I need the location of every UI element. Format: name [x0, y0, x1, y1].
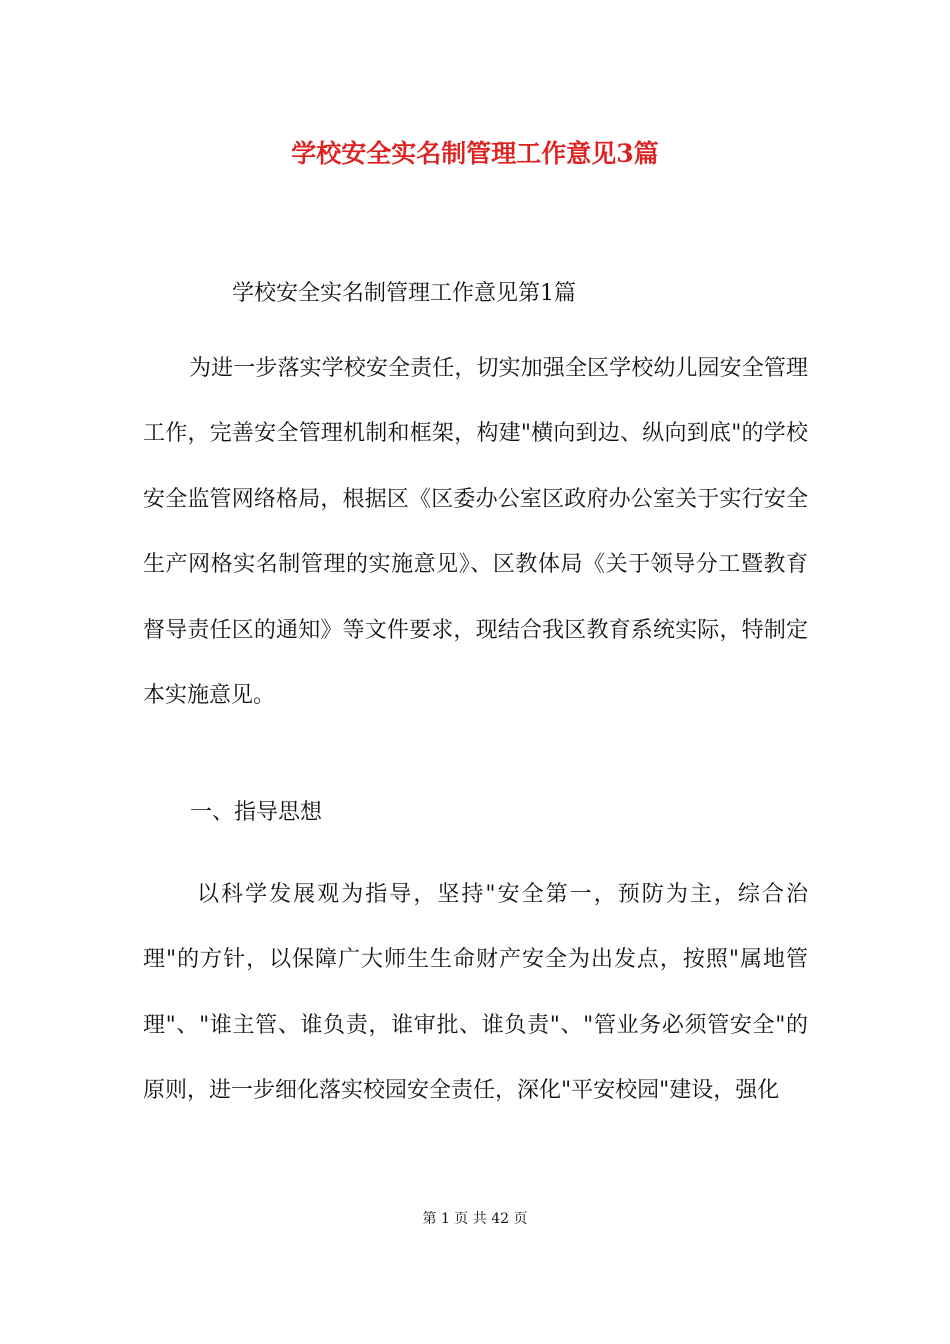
body-paragraph: 以科学发展观为指导，坚持"安全第一，预防为主，综合治理"的方针，以保障广大师生生命财产安全为出发点，按照"属地管理"、"谁主管、谁负责，谁审批、谁负责"、"管业务必须管安全"的原则，进一步细化落实校园安全责任，深化"平安校园"建设，强化 [143, 882, 808, 1104]
subheading-guiding-ideology: 一、指导思想 [190, 800, 323, 825]
body-paragraph: 为进一步落实学校安全责任，切实加强全区学校幼儿园安全管理工作，完善安全管理机制和框架，构建"横向到边、纵向到底"的学校安全监管网络格局，根据区《区委办公室区政府办公室关于实行安全生产网格实名制管理的实施意见》、区教体局《关于领导分工暨教育督导责任区的通知》等文件要求，现结合我区教育系统实际，特制定本实施意见。 [143, 356, 808, 709]
page-number-footer: 第 1 页 共 42 页 [422, 1211, 528, 1227]
section-heading: 学校安全实名制管理工作意见第1篇 [232, 281, 576, 306]
document-title: 学校安全实名制管理工作意见3篇 [291, 139, 659, 168]
